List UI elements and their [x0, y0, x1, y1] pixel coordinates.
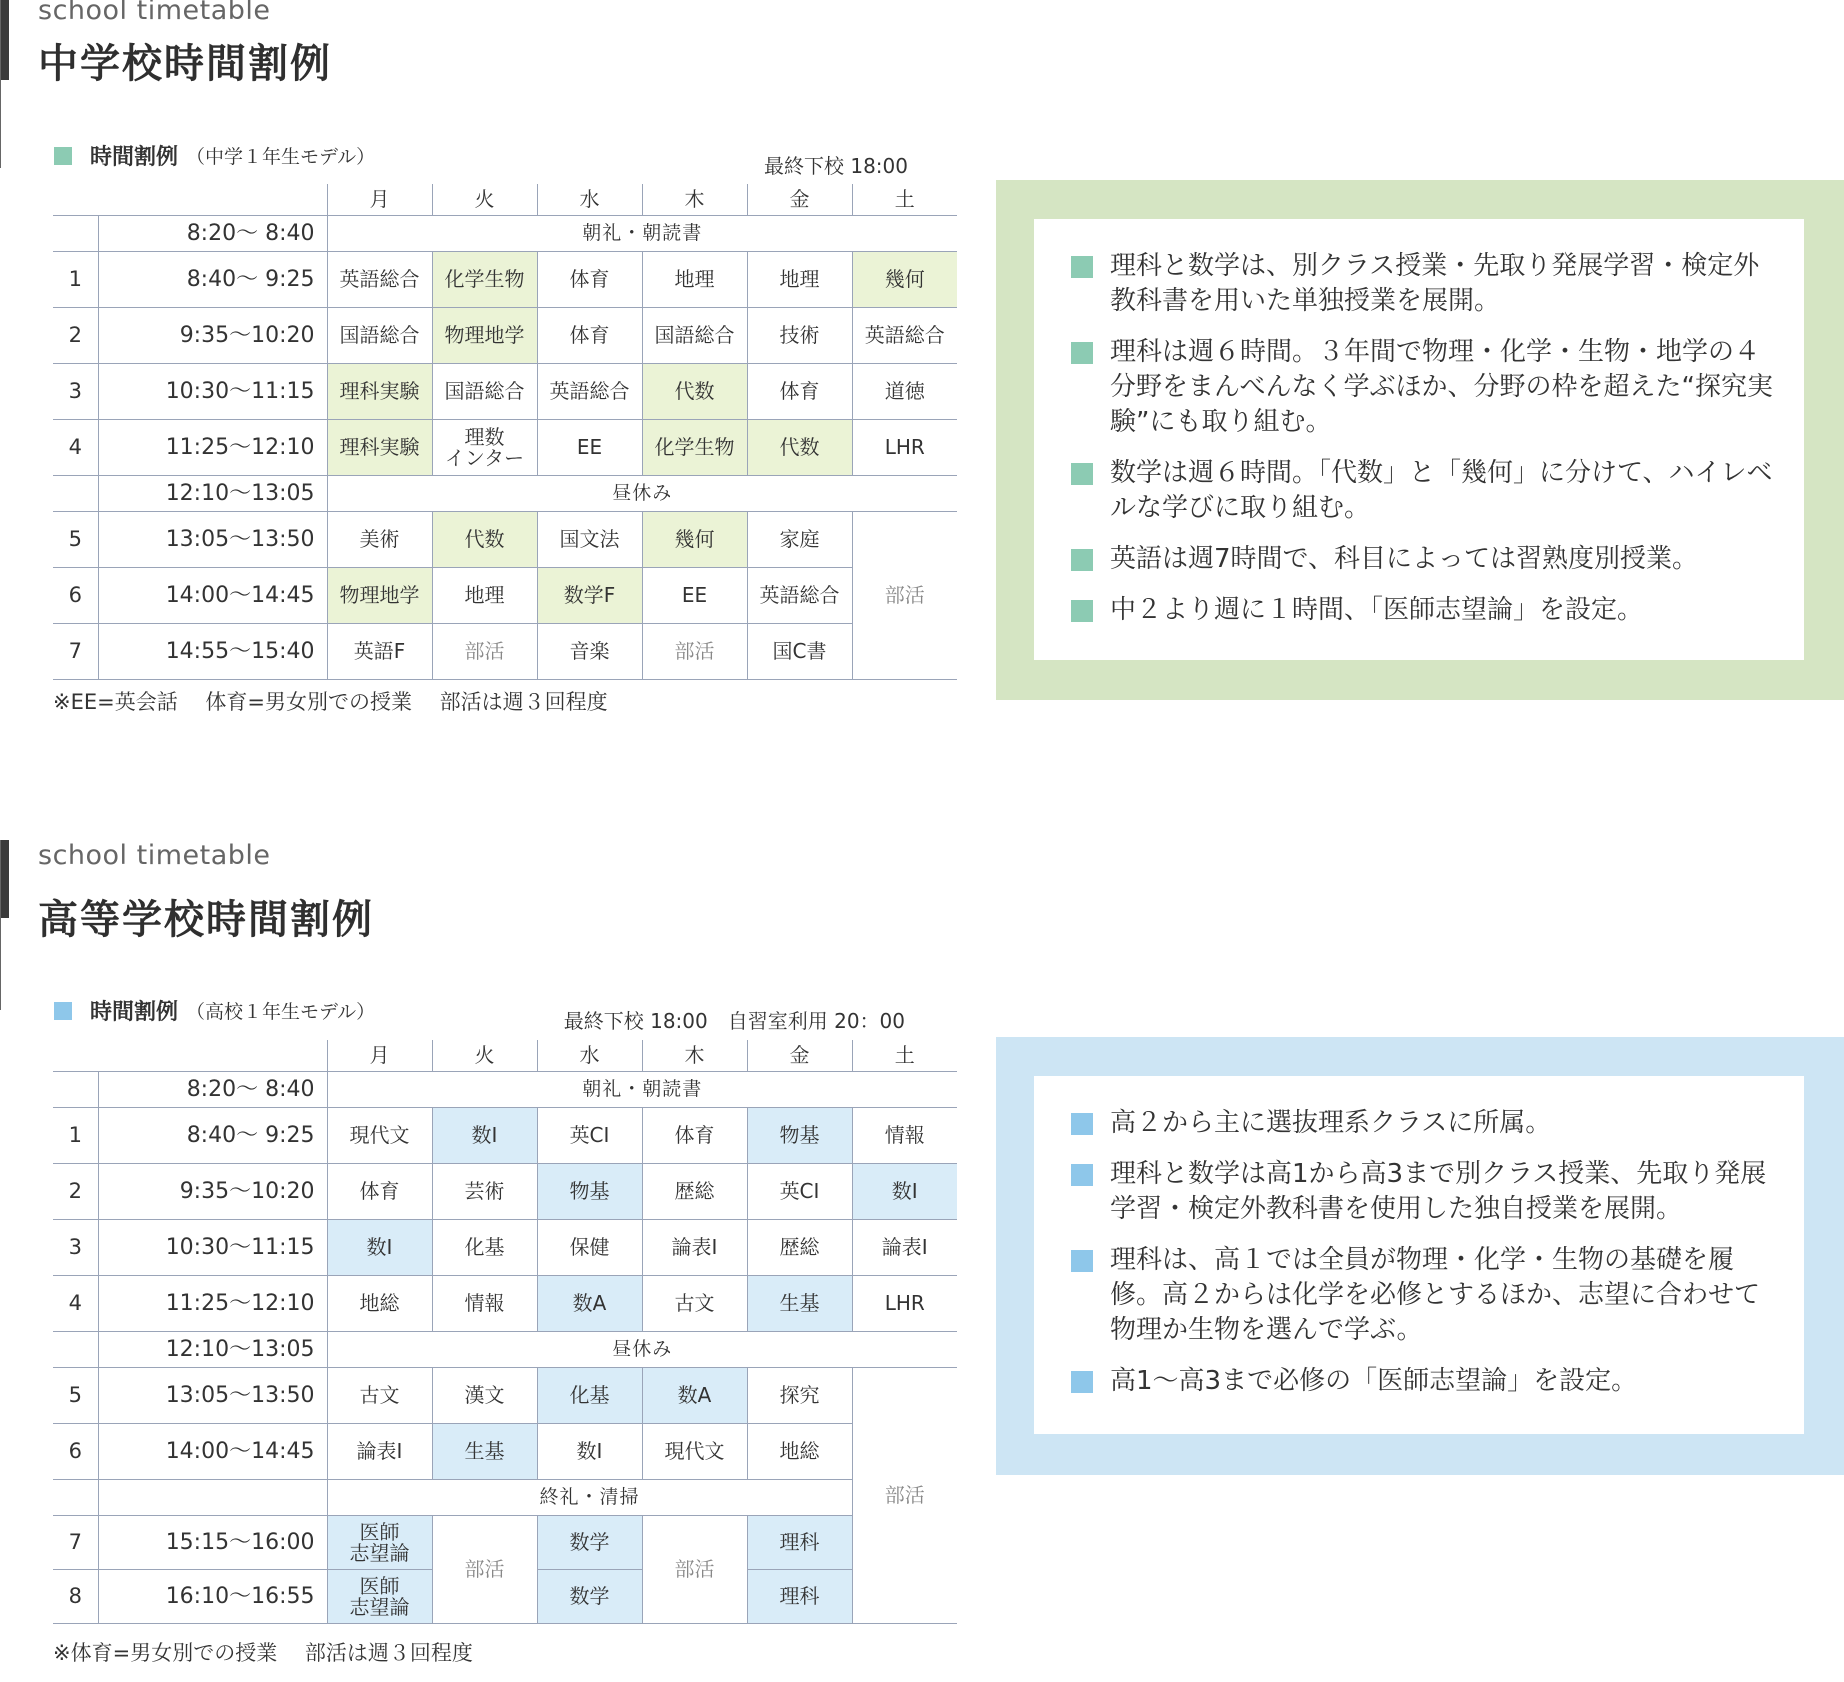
subject-cell: 体育 [747, 364, 852, 420]
day-header: 金 [747, 184, 852, 216]
period-number: 8 [53, 1570, 98, 1624]
subject-cell: LHR [852, 420, 957, 476]
subject-cell: 理科 [747, 1570, 852, 1624]
time-cell: 11:25～12:10 [98, 420, 327, 476]
day-header: 水 [537, 1040, 642, 1072]
time-cell: 8:40～ 9:25 [98, 1108, 327, 1164]
time-cell: 14:00～14:45 [98, 568, 327, 624]
subject-cell: 代数 [747, 420, 852, 476]
subject-cell: 理科実験 [327, 364, 432, 420]
square-bullet-icon [1071, 1113, 1093, 1135]
square-bullet-icon [1071, 342, 1093, 364]
table-row [53, 1072, 957, 1108]
day-header: 月 [327, 184, 432, 216]
square-bullet-icon [1071, 600, 1093, 622]
timetable-label: 時間割例 [90, 145, 179, 170]
subject-cell: 化学生物 [642, 420, 747, 476]
table-row [53, 308, 957, 364]
bullet-item: 理科と数学は、別クラス授業・先取り発展学習・検定外教科書を用いた単独授業を展開。 [1071, 249, 1774, 319]
time-cell: 10:30～11:15 [98, 364, 327, 420]
time-cell: 12:10～13:05 [98, 1332, 327, 1368]
subject-cell: 幾何 [852, 252, 957, 308]
info-box [996, 1037, 1844, 1475]
bullet-item: 理科は、高１では全員が物理・化学・生物の基礎を履修。高２からは化学を必修とするほか、志望に合わせて物理か生物を選んで学ぶ。 [1071, 1243, 1774, 1348]
time-cell: 10:30～11:15 [98, 1220, 327, 1276]
time-cell: 8:20～ 8:40 [98, 1072, 327, 1108]
table-row [53, 1276, 957, 1332]
subject-cell: 化基 [432, 1220, 537, 1276]
info-box-inner [1034, 1076, 1804, 1434]
bullet-item: 高２から主に選抜理系クラスに所属。 [1071, 1106, 1774, 1141]
club-cell: 部活 [642, 1516, 747, 1624]
period-number: 2 [53, 1164, 98, 1220]
subject-cell: 数学 [537, 1516, 642, 1570]
bullet-item: 理科と数学は高1から高3まで別クラス授業、先取り発展学習・検定外教科書を使用した独自授業を展開。 [1071, 1157, 1774, 1227]
day-header: 木 [642, 1040, 747, 1072]
subject-cell: 家庭 [747, 512, 852, 568]
subject-cell: 国語総合 [642, 308, 747, 364]
table-row [53, 420, 957, 476]
subject-cell: 英語総合 [327, 252, 432, 308]
square-bullet-icon [1071, 1164, 1093, 1186]
timetable-note: ※EE=英会話 体育=男女別での授業 部活は週３回程度 [53, 690, 608, 714]
subject-cell: EE [642, 568, 747, 624]
subject-cell: 生基 [747, 1276, 852, 1332]
subject-cell: EE [537, 420, 642, 476]
timetable-label: 時間割例 [90, 1000, 179, 1025]
subject-cell: 物理地学 [327, 568, 432, 624]
period-number: 3 [53, 1220, 98, 1276]
subject-cell: 化学生物 [432, 252, 537, 308]
subject-cell: 国語総合 [327, 308, 432, 364]
info-box-inner [1034, 219, 1804, 660]
square-bullet-icon [54, 1002, 72, 1020]
title-accent-line [0, 0, 1, 168]
subject-cell: 現代文 [327, 1108, 432, 1164]
period-number: 2 [53, 308, 98, 364]
subject-cell: 道徳 [852, 364, 957, 420]
subject-cell: 英CI [537, 1108, 642, 1164]
table-row [53, 252, 957, 308]
table-row [53, 364, 957, 420]
subject-cell: 論表I [642, 1220, 747, 1276]
square-bullet-icon [1071, 463, 1093, 485]
subject-cell: 医師 志望論 [327, 1516, 432, 1570]
bullet-item: 英語は週7時間で、科目によっては習熟度別授業。 [1071, 542, 1774, 577]
subject-cell: LHR [852, 1276, 957, 1332]
subject-cell: 化基 [537, 1368, 642, 1424]
bullet-item: 理科は週６時間。３年間で物理・化学・生物・地学の４分野をまんべんなく学ぶほか、分野の枠を超えた“探究実験”にも取り組む。 [1071, 335, 1774, 440]
day-header: 火 [432, 184, 537, 216]
subject-cell: 医師 志望論 [327, 1570, 432, 1624]
subject-cell: 部活 [642, 624, 747, 680]
club-cell: 部活 [852, 1368, 957, 1624]
bullet-item: 高1～高3まで必修の「医師志望論」を設定。 [1071, 1364, 1774, 1399]
subject-cell: 部活 [432, 624, 537, 680]
bullet-list [1034, 1076, 1804, 1399]
timetable-heading [54, 140, 375, 171]
subject-cell: 国語総合 [432, 364, 537, 420]
subject-cell: 地理 [747, 252, 852, 308]
day-header: 土 [852, 1040, 957, 1072]
time-cell: 13:05～13:50 [98, 1368, 327, 1424]
subject-cell: 国C書 [747, 624, 852, 680]
subject-cell: 体育 [537, 252, 642, 308]
subject-cell: 地総 [327, 1276, 432, 1332]
table-row [53, 1220, 957, 1276]
period-number: 3 [53, 364, 98, 420]
subject-cell: 数I [537, 1424, 642, 1480]
subject-cell: 生基 [432, 1424, 537, 1480]
subject-cell: 数学F [537, 568, 642, 624]
square-bullet-icon [1071, 1250, 1093, 1272]
subject-cell: 漢文 [432, 1368, 537, 1424]
table-row [53, 624, 957, 680]
subject-cell: 論表I [327, 1424, 432, 1480]
subject-cell: 代数 [432, 512, 537, 568]
period-number: 5 [53, 1368, 98, 1424]
subject-cell: 英語F [327, 624, 432, 680]
subject-cell: 体育 [537, 308, 642, 364]
subject-cell: 代数 [642, 364, 747, 420]
assembly-cell: 朝礼・朝読書 [327, 216, 957, 252]
subject-cell: 情報 [432, 1276, 537, 1332]
subject-cell: 保健 [537, 1220, 642, 1276]
cleanup-cell: 終礼・清掃 [327, 1480, 852, 1516]
subject-cell: 古文 [642, 1276, 747, 1332]
subject-cell: 数A [642, 1368, 747, 1424]
subject-cell: 地理 [432, 568, 537, 624]
time-cell: 8:40～ 9:25 [98, 252, 327, 308]
club-cell: 部活 [432, 1516, 537, 1624]
title-accent-bar [0, 0, 9, 80]
section-title: 中学校時間割例 [38, 41, 332, 87]
timetable-model: （中学１年生モデル） [186, 146, 376, 168]
table-row [53, 568, 957, 624]
table-row [53, 1332, 957, 1368]
period-number: 6 [53, 1424, 98, 1480]
hs-section [0, 840, 1844, 1682]
day-header: 木 [642, 184, 747, 216]
timetable-note: ※体育=男女別での授業 部活は週３回程度 [53, 1641, 473, 1665]
subject-cell: 国文法 [537, 512, 642, 568]
square-bullet-icon [1071, 256, 1093, 278]
subject-cell: 現代文 [642, 1424, 747, 1480]
square-bullet-icon [1071, 1371, 1093, 1393]
day-header: 火 [432, 1040, 537, 1072]
assembly-cell: 朝礼・朝読書 [327, 1072, 957, 1108]
subject-cell: 物理地学 [432, 308, 537, 364]
subject-cell: 技術 [747, 308, 852, 364]
day-header: 土 [852, 184, 957, 216]
subject-cell: 古文 [327, 1368, 432, 1424]
subject-cell: 情報 [852, 1108, 957, 1164]
jhs-section [0, 0, 1844, 760]
subject-cell: 英語総合 [537, 364, 642, 420]
section-title: 高等学校時間割例 [38, 897, 374, 943]
subject-cell: 数I [432, 1108, 537, 1164]
subject-cell: 物基 [747, 1108, 852, 1164]
time-cell: 8:20～ 8:40 [98, 216, 327, 252]
table-row [53, 1480, 957, 1516]
period-number: 5 [53, 512, 98, 568]
table-row [53, 512, 957, 568]
subject-cell: 論表I [852, 1220, 957, 1276]
subject-cell: 体育 [642, 1108, 747, 1164]
period-number: 7 [53, 624, 98, 680]
time-cell: 11:25～12:10 [98, 1276, 327, 1332]
table-row [53, 216, 957, 252]
subject-cell: 英語総合 [747, 568, 852, 624]
subject-cell: 数学 [537, 1570, 642, 1624]
time-cell: 9:35～10:20 [98, 1164, 327, 1220]
day-header: 水 [537, 184, 642, 216]
day-header: 月 [327, 1040, 432, 1072]
section-subtitle: school timetable [38, 840, 271, 871]
time-cell: 14:55～15:40 [98, 624, 327, 680]
subject-cell: 地理 [642, 252, 747, 308]
period-number: 1 [53, 1108, 98, 1164]
time-cell: 16:10～16:55 [98, 1570, 327, 1624]
bullet-item: 数学は週６時間。「代数」と「幾何」に分けて、ハイレベルな学びに取り組む。 [1071, 456, 1774, 526]
period-number: 1 [53, 252, 98, 308]
jhs-timetable [53, 184, 957, 680]
subject-cell: 理科 [747, 1516, 852, 1570]
subject-cell: 数I [327, 1220, 432, 1276]
club-cell: 部活 [852, 512, 957, 680]
subject-cell: 数I [852, 1164, 957, 1220]
dismissal-info: 最終下校 18:00 [764, 154, 908, 178]
subject-cell: 理科実験 [327, 420, 432, 476]
time-cell: 14:00～14:45 [98, 1424, 327, 1480]
table-row [53, 1108, 957, 1164]
timetable-model: （高校１年生モデル） [186, 1001, 376, 1023]
subject-cell: 理数 インター [432, 420, 537, 476]
table-row [53, 476, 957, 512]
hs-timetable [53, 1040, 957, 1624]
time-cell: 15:15～16:00 [98, 1516, 327, 1570]
section-subtitle: school timetable [38, 0, 271, 26]
table-row [53, 1164, 957, 1220]
subject-cell: 音楽 [537, 624, 642, 680]
table-row [53, 1516, 957, 1570]
title-accent-bar [0, 840, 9, 918]
subject-cell: 英CI [747, 1164, 852, 1220]
time-cell: 13:05～13:50 [98, 512, 327, 568]
timetable-heading [54, 995, 375, 1026]
table-row [53, 1424, 957, 1480]
subject-cell: 探究 [747, 1368, 852, 1424]
bullet-item: 中２より週に１時間、「医師志望論」を設定。 [1071, 593, 1774, 628]
subject-cell: 体育 [327, 1164, 432, 1220]
subject-cell: 美術 [327, 512, 432, 568]
period-number: 4 [53, 420, 98, 476]
dismissal-info: 最終下校 18:00 自習室利用 20：00 [563, 1009, 905, 1033]
subject-cell: 物基 [537, 1164, 642, 1220]
day-header: 金 [747, 1040, 852, 1072]
subject-cell: 数A [537, 1276, 642, 1332]
time-cell: 12:10～13:05 [98, 476, 327, 512]
lunch-cell: 昼休み [327, 476, 957, 512]
square-bullet-icon [1071, 549, 1093, 571]
subject-cell: 地総 [747, 1424, 852, 1480]
day-header-row [53, 184, 957, 216]
period-number: 7 [53, 1516, 98, 1570]
lunch-cell: 昼休み [327, 1332, 957, 1368]
subject-cell: 英語総合 [852, 308, 957, 364]
time-cell: 9:35～10:20 [98, 308, 327, 364]
square-bullet-icon [54, 147, 72, 165]
subject-cell: 幾何 [642, 512, 747, 568]
title-accent-line [0, 840, 1, 1010]
subject-cell: 歴総 [642, 1164, 747, 1220]
table-row [53, 1368, 957, 1424]
period-number: 6 [53, 568, 98, 624]
subject-cell: 歴総 [747, 1220, 852, 1276]
subject-cell: 芸術 [432, 1164, 537, 1220]
bullet-list [1034, 219, 1804, 628]
day-header-row [53, 1040, 957, 1072]
info-box [996, 180, 1844, 700]
period-number: 4 [53, 1276, 98, 1332]
